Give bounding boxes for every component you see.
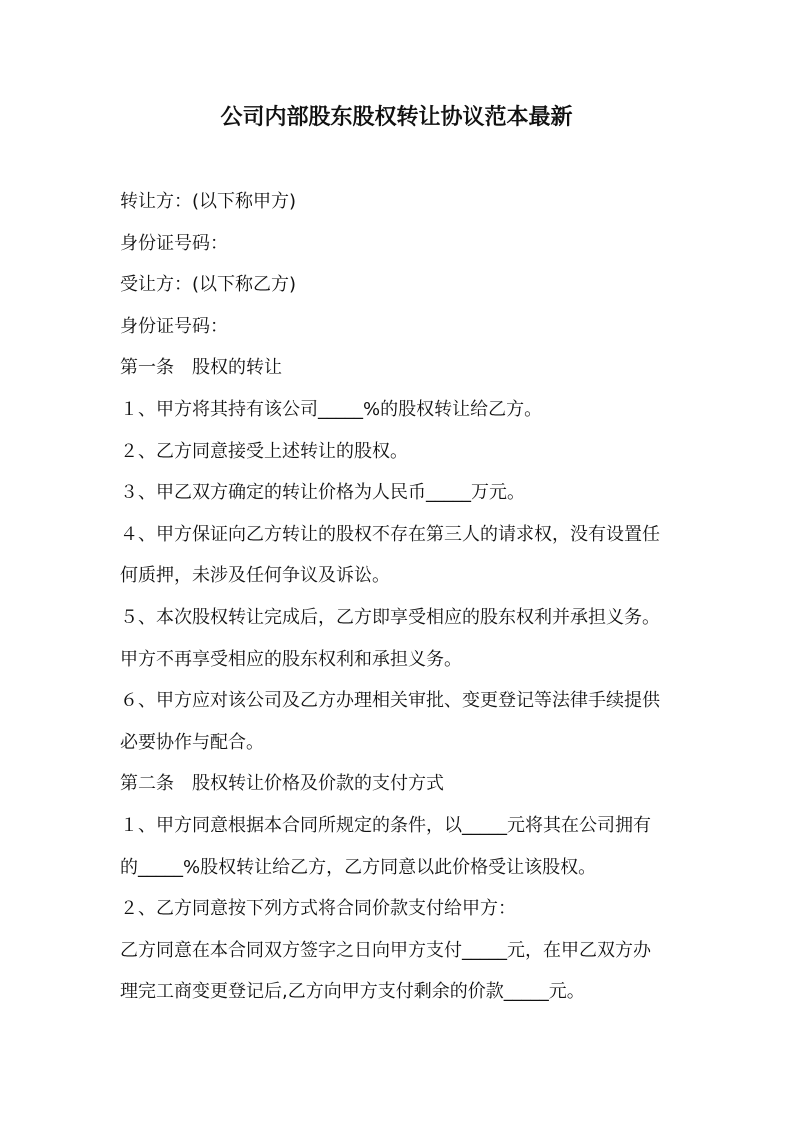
- clause-1-5-line-2: 甲方不再享受相应的股东权利和承担义务。: [120, 648, 462, 670]
- article-2-heading: 第二条 股权转让价格及价款的支付方式: [120, 773, 444, 795]
- transferor-id-line: 身份证号码：: [120, 232, 228, 254]
- clause-1-1: １、甲方将其持有该公司_____%的股权转让给乙方。: [120, 398, 543, 420]
- article-1-heading: 第一条 股权的转让: [120, 357, 282, 379]
- transferee-id-line: 身份证号码：: [120, 315, 228, 337]
- clause-1-3: ３、甲乙双方确定的转让价格为人民币_____万元。: [120, 482, 525, 504]
- document-body: [120, 181, 680, 1013]
- clause-1-5-line-1: ５、本次股权转让完成后，乙方即享受相应的股东权利并承担义务。: [120, 606, 660, 628]
- clause-2-1-line-1: １、甲方同意根据本合同所规定的条件，以_____元将其在公司拥有: [120, 814, 651, 836]
- transferee-line: 受让方：(以下称乙方): [120, 274, 297, 296]
- payment-line-2: 理完工商变更登记后,乙方向甲方支付剩余的价款_____元。: [120, 981, 585, 1003]
- clause-1-6-line-1: ６、甲方应对该公司及乙方办理相关审批、变更登记等法律手续提供: [120, 690, 660, 712]
- clause-1-4-line-1: ４、甲方保证向乙方转让的股权不存在第三人的请求权，没有设置任: [120, 523, 660, 545]
- transferor-line: 转让方：(以下称甲方): [120, 191, 297, 212]
- clause-2-2: ２、乙方同意按下列方式将合同价款支付给甲方：: [120, 898, 516, 920]
- clause-1-6-line-2: 必要协作与配合。: [120, 731, 264, 753]
- clause-1-4-line-2: 何质押，未涉及任何争议及诉讼。: [120, 565, 390, 587]
- payment-line-1: 乙方同意在本合同双方签字之日向甲方支付_____元，在甲乙双方办: [120, 939, 651, 961]
- document-title: 公司内部股东股权转让协议范本最新: [220, 105, 573, 130]
- clause-2-1-line-2: 的_____%股权转让给乙方，乙方同意以此价格受让该股权。: [120, 856, 597, 878]
- clause-1-2: ２、乙方同意接受上述转让的股权。: [120, 440, 408, 462]
